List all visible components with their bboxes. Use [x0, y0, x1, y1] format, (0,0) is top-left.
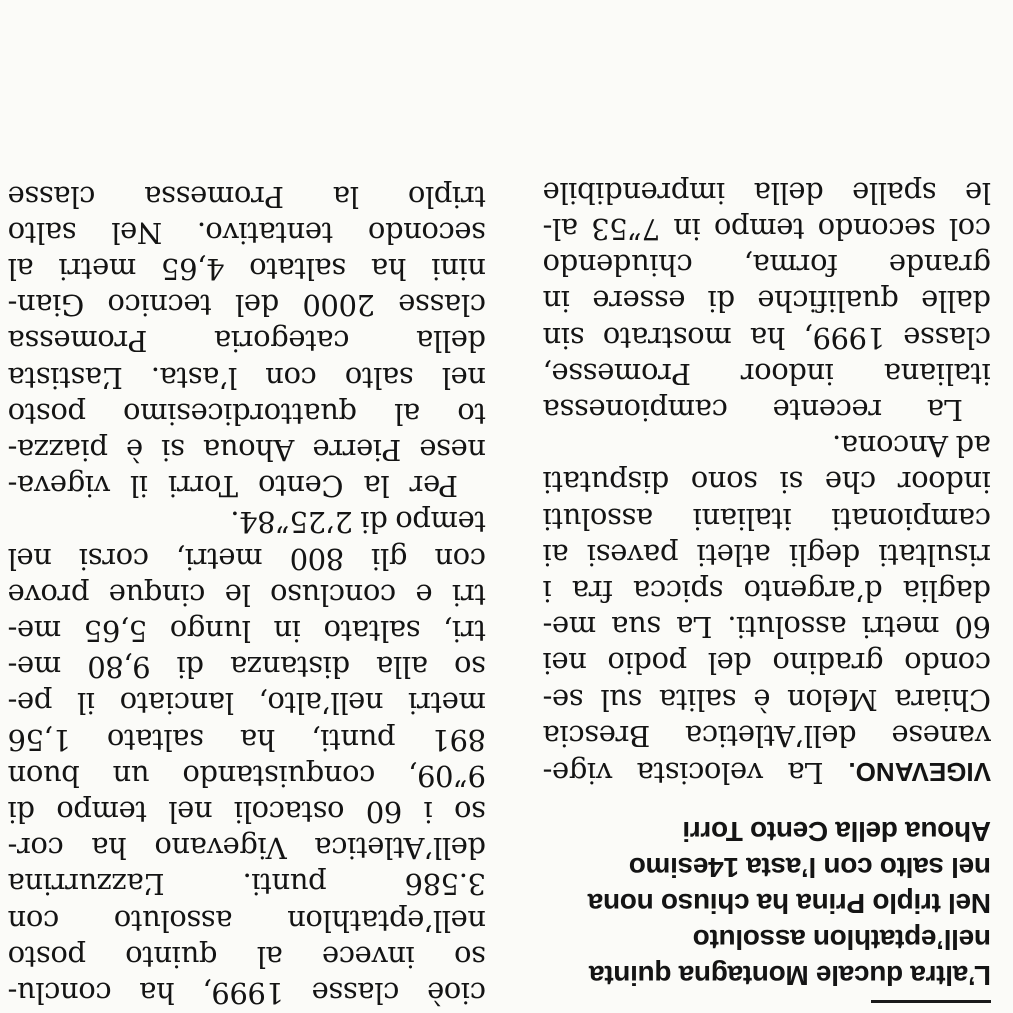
- body-line: dalle qualifiche di essere in: [543, 284, 991, 319]
- body-line: le spalle della imprendibile: [543, 175, 991, 210]
- body-line: cioè classe 1999, ha conclu-: [8, 976, 486, 1010]
- body-line: nese Pierre Ahoua si è piazza-: [8, 432, 486, 467]
- headline-line: nel salto con l’asta 14esimo: [629, 852, 991, 883]
- headline-line: L’altra ducale Montagna quinta: [589, 960, 991, 991]
- body-line: tri e concluso le cinque prove: [8, 577, 486, 612]
- body-line: tri, saltato in lungo 5,65 me-: [8, 613, 486, 648]
- body-line: 3.586 punti. L’azzurrina: [8, 867, 486, 902]
- body-line: indoor che si sono disputati: [543, 465, 991, 500]
- body-line: Per la Cento Torri il vigeva-: [8, 469, 458, 504]
- body-line: to al quattordicesimo posto: [8, 396, 486, 431]
- body-line-text: La velocista vige-: [543, 756, 849, 790]
- headline-rule: [871, 1000, 991, 1003]
- body-line: tempo di 2’25”84.: [230, 505, 486, 540]
- body-line: so i 60 ostacoli nel tempo di: [8, 794, 486, 829]
- headline-line: Nel triplo Prina ha chiuso nona: [588, 888, 991, 919]
- body-line: italiana indoor Promesse,: [543, 356, 991, 391]
- body-line: dell’Atletica Vigevano ha cor-: [8, 831, 486, 866]
- body-line: La recente campionessa: [543, 392, 963, 427]
- dateline: VIGEVANO.: [848, 757, 991, 787]
- body-line: triplo la Promessa classe: [8, 179, 486, 214]
- headline-line: nell’eptathlon assoluto: [692, 924, 991, 955]
- body-line: risultati degli atleti pavesi ai: [543, 537, 991, 572]
- left-column: [537, 0, 1013, 1013]
- body-line: nel salto con l’asta. L’astista: [8, 360, 486, 395]
- body-line: 9”09, conquistando un buon: [8, 758, 486, 793]
- body-line: 60 metri assoluti. La sua me-: [543, 610, 991, 645]
- body-line: nini ha saltato 4,65 metri al: [8, 251, 486, 286]
- body-line: con gli 800 metri, corsi nel: [8, 541, 486, 576]
- body-line: classe 2000 del tecnico Gian-: [8, 288, 486, 323]
- body-line: vanese dell’Atletica Brescia: [543, 718, 991, 753]
- article-body-right: [8, 178, 486, 1011]
- body-line: so alla distanza di 9,80 me-: [8, 650, 486, 685]
- body-line: col secondo tempo in 7”53 al-: [543, 211, 991, 246]
- body-line: ad Ancona.: [832, 429, 991, 464]
- headline: [543, 813, 991, 993]
- headline-line: Ahoua della Cento Torri: [682, 816, 991, 847]
- body-line: Chiara Melon è salita sul se-: [543, 682, 991, 717]
- body-line: classe 1999, ha mostrato sin: [543, 320, 991, 355]
- body-line: [543, 754, 991, 791]
- body-line: campionati italiani assoluti: [543, 501, 991, 536]
- body-line: nell’eptathlon assoluto con: [8, 903, 486, 938]
- body-line: daglia d’argento spicca fra i: [543, 573, 991, 608]
- body-line: so invece al quinto posto: [8, 939, 486, 974]
- body-line: grande forma, chiudendo: [543, 248, 991, 283]
- right-column: [0, 0, 492, 1013]
- article-body-left: [543, 175, 991, 791]
- body-line: 891 punti, ha saltato 1,56: [8, 722, 486, 757]
- body-line: metri nell’alto, lanciato il pe-: [8, 686, 486, 721]
- body-line: della categoria Promessa: [8, 324, 486, 359]
- body-line: secondo tentativo. Nel salto: [8, 215, 486, 250]
- body-line: condo gradino del podio nei: [543, 646, 991, 681]
